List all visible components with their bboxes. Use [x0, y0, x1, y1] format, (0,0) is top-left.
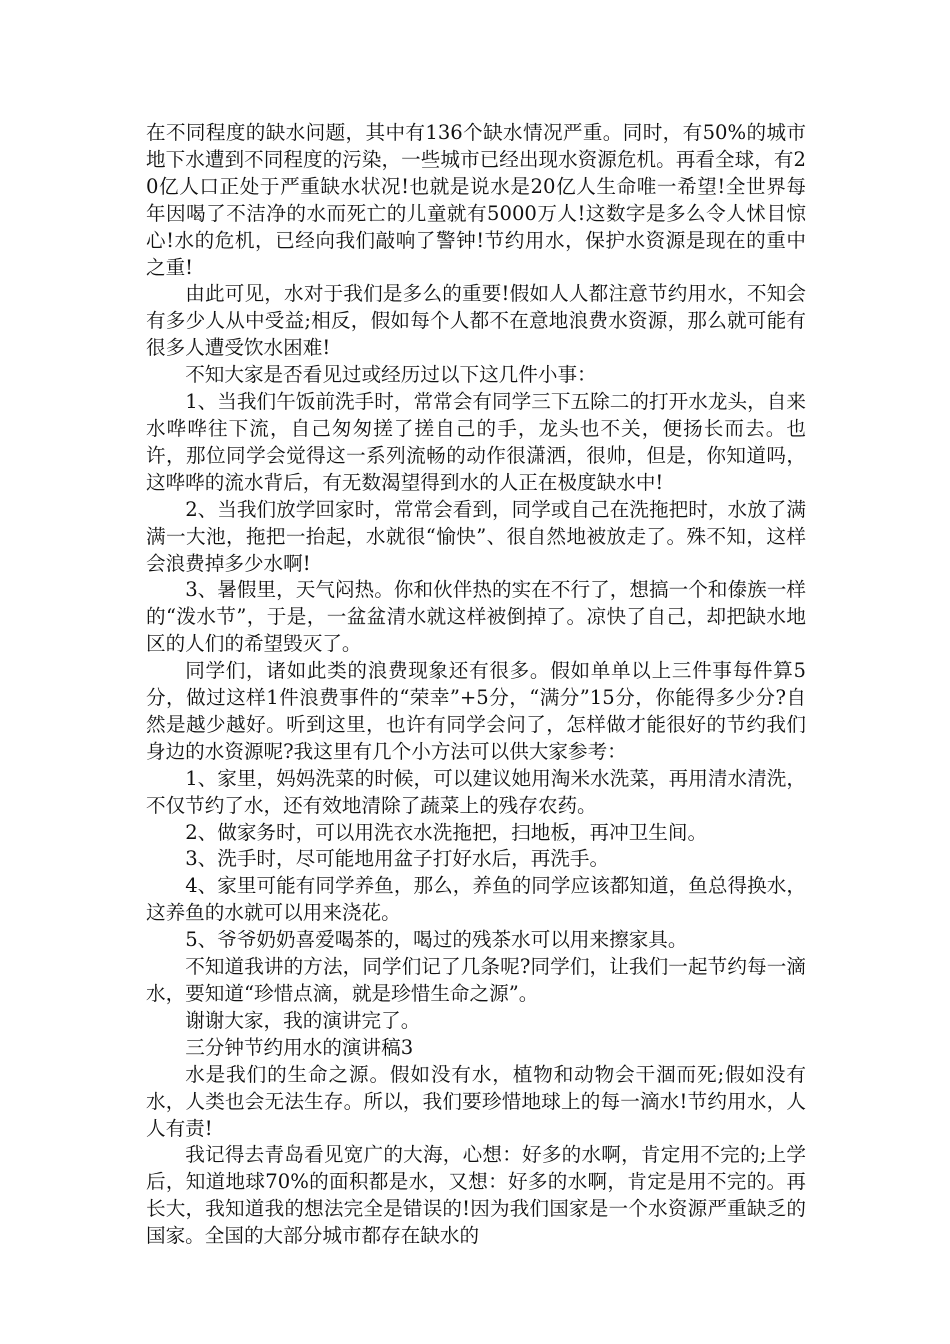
- paragraph: 4、家里可能有同学养鱼，那么，养鱼的同学应该都知道，鱼总得换水，这养鱼的水就可以用来浇花。: [146, 874, 806, 925]
- paragraph: 1、当我们午饭前洗手时，常常会有同学三下五除二的打开水龙头，自来水哗哗往下流，自己匆匆搓了搓自己的手，龙头也不关，便扬长而去。也许，那位同学会觉得这一系列流畅的动作很潇洒，很帅，但是，你知道吗，这哗哗的流水背后，有无数渴望得到水的人正在极度缺水中!: [146, 390, 806, 494]
- paragraph: 我记得去青岛看见宽广的大海，心想：好多的水啊，肯定用不完的;上学后，知道地球70%的面积都是水，又想：好多的水啊，肯定是用不完的。再长大，我知道我的想法完全是错误的!因为我们国家是一个水资源严重缺乏的国家。全国的大部分城市都存在缺水的: [146, 1143, 806, 1248]
- paragraph: 同学们，诸如此类的浪费现象还有很多。假如单单以上三件事每件算5分，做过这样1件浪费事件的“荣幸”+5分，“满分”15分，你能得多少分?自然是越少越好。听到这里，也许有同学会问了，怎样做才能很好的节约我们身边的水资源呢?我这里有几个小方法可以供大家参考：: [146, 659, 806, 763]
- paragraph: 不知道我讲的方法，同学们记了几条呢?同学们，让我们一起节约每一滴水，要知道“珍惜点滴，就是珍惜生命之源”。: [146, 955, 806, 1005]
- section-heading: 三分钟节约用水的演讲稿3: [185, 1035, 414, 1059]
- paragraph: 不知大家是否看见过或经历过以下这几件小事：: [185, 363, 597, 387]
- paragraph: 1、家里，妈妈洗菜的时候，可以建议她用淘米水洗菜，再用清水清洗，不仅节约了水，还有效地清除了蔬菜上的残存农药。: [146, 766, 806, 817]
- paragraph: 3、暑假里，天气闷热。你和伙伴热的实在不行了，想搞一个和傣族一样的“泼水节”，于是，一盆盆清水就这样被倒掉了。凉快了自己，却把缺水地区的人们的希望毁灭了。: [146, 578, 806, 656]
- paragraph: 水是我们的生命之源。假如没有水，植物和动物会干涸而死;假如没有水，人类也会无法生存。所以，我们要珍惜地球上的每一滴水!节约用水，人人有责!: [146, 1062, 806, 1140]
- paragraph: 3、洗手时，尽可能地用盆子打好水后，再洗手。: [185, 847, 610, 871]
- paragraph: 5、爷爷奶奶喜爱喝茶的，喝过的残茶水可以用来擦家具。: [185, 928, 688, 952]
- paragraph: 在不同程度的缺水问题，其中有136个缺水情况严重。同时，有50%的城市地下水遭到不同程度的污染，一些城市已经出现水资源危机。再看全球，有20亿人口正处于严重缺水状况!也就是说水是20亿人生命唯一希望!全世界每年因喝了不洁净的水而死亡的儿童就有5000万人!这数字是多么令人怵目惊心!水的危机，已经向我们敲响了警钟!节约用水，保护水资源是现在的重中之重!: [146, 121, 806, 279]
- paragraph: 由此可见，水对于我们是多么的重要!假如人人都注意节约用水，不知会有多少人从中受益;相反，假如每个人都不在意地浪费水资源，那么就可能有很多人遭受饮水困难!: [146, 282, 806, 360]
- paragraph: 2、做家务时，可以用洗衣水洗拖把，扫地板，再冲卫生间。: [185, 820, 708, 844]
- paragraph: 2、当我们放学回家时，常常会看到，同学或自己在洗拖把时，水放了满满一大池，拖把一抬起，水就很“愉快”、很自然地被放走了。殊不知，这样会浪费掉多少水啊!: [146, 497, 806, 575]
- document-page: [146, 120, 806, 1250]
- paragraph: 谢谢大家，我的演讲完了。: [185, 1008, 421, 1032]
